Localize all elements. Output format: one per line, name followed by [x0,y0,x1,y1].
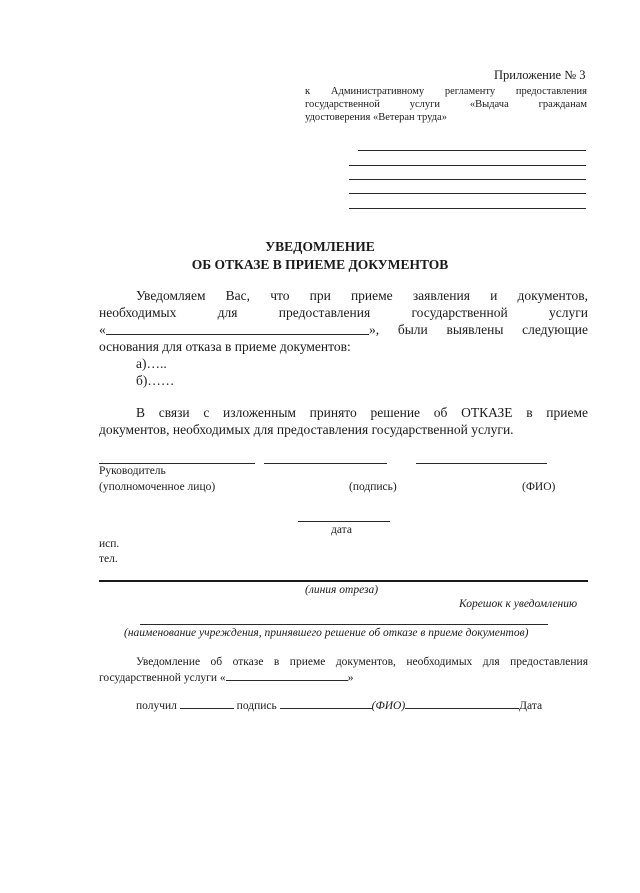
paragraph-1-line-1: Уведомляем Вас, что при приеме заявления и документов, [136,288,588,303]
stub-notice-line-2 [99,671,353,684]
cut-line-label: (линия отреза) [305,584,379,596]
recipient-line-5 [349,208,586,209]
recipient-line-2 [349,165,586,166]
executor-label: исп. [99,538,120,550]
official-role: Руководитель [99,465,166,477]
fio-caption: (ФИО) [522,481,556,493]
received-fio-blank [405,699,519,709]
received-signature-blank [280,699,372,709]
stub-notice-line-1: Уведомление об отказе в приеме документов, необходимых для предоставления [136,656,588,668]
stub-service-blank [226,671,348,681]
paragraph-2-line-1: В связи с изложенным принято решение об ОТКАЗЕ в приеме [136,405,588,420]
stub-title: Корешок к уведомлению [459,598,578,610]
official-blank [99,463,255,464]
paragraph-1-line-2: необходимых для предоставления государственной услуги [99,305,588,320]
appendix-line-3: удостоверения «Ветеран труда» [305,112,447,123]
recipient-line-4 [349,193,586,194]
cut-line [99,580,588,582]
organization-blank [140,624,548,625]
received-row [136,699,542,712]
quote-open: « [99,322,106,337]
date-caption: дата [331,524,352,536]
received-date-label: Дата [519,700,543,712]
phone-label: тел. [99,553,118,565]
document-title: УВЕДОМЛЕНИЕ [265,239,375,254]
appendix-title: Приложение № 3 [494,68,586,82]
service-name-blank [106,334,369,335]
stub-service-prefix: государственной услуги « [99,672,226,684]
received-fio-label: (ФИО) [371,700,406,712]
reason-item-a: а)….. [136,356,167,371]
reason-item-b: б)…… [136,373,175,388]
fio-blank [416,463,547,464]
received-signature-label: подпись [236,700,277,712]
date-blank [298,521,390,522]
received-blank [180,699,234,709]
stub-service-suffix: » [347,672,354,684]
official-role-note: (уполномоченное лицо) [99,481,216,493]
appendix-reference [305,85,587,124]
received-label: получил [136,700,177,712]
paragraph-2-line-2: документов, необходимых для предоставления государственной услуги. [99,422,514,437]
document-subtitle: ОБ ОТКАЗЕ В ПРИЕМЕ ДОКУМЕНТОВ [191,257,449,272]
paragraph-1-line-3-tail: », были выявлены следующие [369,322,588,337]
appendix-line-1: к Административному регламенту предоставления [305,86,587,97]
appendix-line-2: государственной услуги «Выдача гражданам [305,99,587,110]
recipient-line-3 [349,179,586,180]
paragraph-1-line-4: основания для отказа в приеме документов: [99,339,351,354]
signature-blank [264,463,387,464]
recipient-line-1 [358,150,586,151]
signature-caption: (подпись) [349,481,397,493]
organization-caption: (наименование учреждения, принявшего решение об отказе в приеме документов) [124,627,529,639]
